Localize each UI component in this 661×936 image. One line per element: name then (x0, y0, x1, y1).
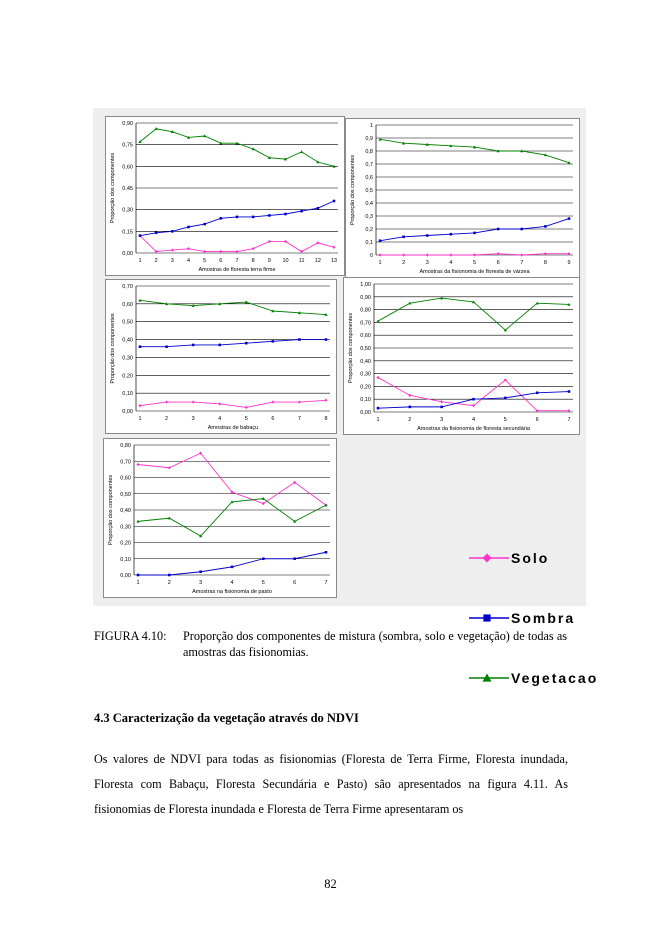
series-line-vegetacao (140, 300, 326, 314)
series-line-solo (140, 236, 334, 252)
y-tick-label: 0,60 (122, 164, 133, 171)
y-tick-label: 0,4 (365, 201, 373, 207)
x-tick-label: 3 (191, 416, 195, 422)
caption-label: FIGURA 4.10: (94, 629, 167, 643)
x-tick-label: 4 (218, 416, 222, 422)
y-axis-label: Proporção dos componentes (108, 474, 114, 546)
caption-text: Proporção dos componentes de mistura (sombra, solo e vegetação) de todas as amostras das fisionomias. (183, 629, 567, 659)
data-point-sombra (520, 228, 523, 231)
y-tick-label: 0,6 (365, 175, 373, 181)
x-tick-label: 5 (472, 260, 477, 266)
y-tick-label: 0,70 (360, 320, 371, 327)
data-point-solo (168, 466, 171, 469)
x-tick-label: 3 (170, 258, 174, 264)
series-line-sombra (380, 219, 569, 241)
y-tick-label: 0,50 (122, 319, 133, 326)
data-point-sombra (155, 231, 158, 234)
y-tick-label: 0,50 (120, 491, 131, 498)
data-point-solo (203, 250, 206, 253)
x-tick-label: 7 (324, 580, 328, 586)
data-point-solo (298, 400, 301, 403)
data-point-sombra (262, 557, 265, 560)
data-point-solo (449, 253, 452, 256)
y-tick-label: 1 (369, 123, 373, 129)
x-axis-label: Amostras de floresta terra firme (198, 267, 276, 273)
x-tick-label: 6 (496, 260, 500, 266)
series-line-vegetacao (138, 499, 326, 536)
y-tick-label: 0,90 (122, 121, 133, 127)
y-tick-label: 0,30 (120, 524, 131, 531)
x-tick-label: 1 (138, 258, 142, 264)
x-tick-label: 5 (203, 258, 207, 264)
y-tick-label: 0,90 (360, 294, 371, 301)
data-point-sombra (236, 216, 239, 219)
legend-label: Vegetacao (511, 670, 599, 686)
x-tick-label: 6 (535, 417, 539, 423)
y-tick-label: 0,30 (122, 207, 133, 214)
x-tick-label: 7 (235, 258, 239, 264)
data-point-sombra (192, 344, 195, 347)
data-point-sombra (504, 397, 507, 400)
y-tick-label: 0,1 (365, 240, 373, 246)
y-tick-label: 0,40 (360, 358, 371, 365)
series-line-sombra (138, 552, 326, 575)
data-point-solo (192, 400, 195, 403)
data-point-sombra (544, 225, 547, 228)
data-point-solo (324, 399, 327, 402)
data-point-solo (165, 400, 168, 403)
data-point-solo (271, 400, 274, 403)
x-tick-label: 3 (199, 580, 203, 586)
y-tick-label: 0,10 (360, 397, 371, 404)
data-point-sombra (203, 223, 206, 226)
data-point-sombra (333, 200, 336, 203)
data-point-sombra (268, 214, 271, 217)
legend-item-solo (469, 548, 661, 568)
data-point-sombra (325, 551, 328, 554)
y-tick-label: 0,80 (120, 443, 131, 449)
x-tick-label: 9 (267, 258, 271, 264)
x-tick-label: 8 (543, 260, 547, 266)
x-tick-label: 3 (425, 260, 429, 266)
x-axis-label: Amostras na fisionomia de pasto (192, 589, 272, 595)
data-point-sombra (325, 338, 328, 341)
y-tick-label: 0,40 (122, 337, 133, 344)
y-tick-label: 0,75 (122, 142, 133, 149)
data-point-sombra (199, 570, 202, 573)
x-tick-label: 2 (167, 580, 171, 586)
data-point-sombra (402, 236, 405, 239)
body-paragraph: Os valores de NDVI para todas as fisionomias (Floresta de Terra Firme, Floresta inundada, Floresta com Babaçu, Floresta Secundária e Pasto) são apresentados na figura 4.11. As fisionomias de Floresta inundada e Floresta de Terra Firme apresentaram os (94, 752, 568, 816)
x-tick-label: 6 (271, 416, 275, 422)
data-point-sombra (536, 392, 539, 395)
chart-svg (106, 280, 336, 433)
y-tick-label: 0,7 (365, 162, 373, 168)
series-line-solo (140, 400, 326, 407)
chart-pasto (103, 438, 337, 598)
data-point-sombra (426, 234, 429, 237)
x-tick-label: 1 (136, 580, 140, 586)
x-tick-label: 13 (330, 258, 338, 264)
x-tick-label: 5 (261, 580, 265, 586)
data-point-sombra (440, 406, 443, 409)
legend-label: Sombra (511, 610, 576, 626)
x-tick-label: 7 (520, 260, 524, 266)
x-tick-label: 6 (219, 258, 223, 264)
y-tick-label: 0,20 (120, 540, 131, 547)
data-point-solo (378, 253, 381, 256)
data-point-solo (520, 253, 523, 256)
page-number: 82 (324, 877, 337, 891)
data-point-solo (218, 402, 221, 405)
y-tick-label: 0,60 (120, 475, 131, 482)
chart-svg (104, 439, 336, 597)
square-icon (469, 608, 513, 628)
y-tick-label: 0 (369, 253, 373, 259)
x-tick-label: 12 (314, 258, 321, 264)
data-point-sombra (298, 338, 301, 341)
x-tick-label: 7 (567, 417, 571, 423)
data-point-sombra (165, 345, 168, 348)
legend-item-vegetacao (469, 668, 661, 688)
x-axis-label: Amostras da fisionomia de floresta secundária (417, 426, 530, 432)
y-axis-label: Proporção dos componentes (348, 312, 354, 384)
data-point-solo (402, 253, 405, 256)
data-point-solo (136, 463, 139, 466)
y-tick-label: 0,50 (360, 346, 371, 352)
x-tick-label: 2 (165, 416, 169, 422)
x-tick-label: 4 (230, 580, 234, 586)
data-point-sombra (409, 406, 412, 409)
x-axis-label: Amostras da fisionomia de floresta de várzea (419, 269, 530, 275)
y-tick-label: 0,10 (122, 391, 133, 398)
x-tick-label: 7 (297, 416, 301, 422)
y-tick-label: 0,60 (122, 301, 133, 308)
x-tick-label: 2 (408, 417, 412, 423)
y-tick-label: 0,30 (122, 355, 133, 362)
data-point-sombra (171, 230, 174, 233)
x-tick-label: 4 (186, 258, 191, 264)
series-line-sombra (140, 201, 334, 236)
y-tick-label: 0,60 (360, 333, 371, 340)
data-point-sombra (293, 557, 296, 560)
y-tick-label: 0,40 (120, 508, 131, 514)
y-tick-label: 0,2 (365, 227, 373, 233)
y-tick-label: 0,45 (122, 186, 133, 192)
y-tick-label: 0,70 (122, 284, 133, 290)
data-point-solo (268, 240, 271, 243)
data-point-solo (440, 400, 443, 403)
data-point-solo (426, 253, 429, 256)
legend-label: Solo (511, 550, 550, 566)
y-axis-label: Proporção dos componentes (110, 313, 116, 384)
data-point-sombra (379, 239, 382, 242)
data-point-solo (316, 241, 319, 244)
data-point-sombra (450, 233, 453, 236)
y-tick-label: 0,15 (122, 229, 133, 236)
y-tick-label: 0,00 (122, 409, 133, 415)
chart-svg (346, 119, 579, 277)
data-point-sombra (568, 217, 571, 220)
data-point-sombra (568, 390, 571, 393)
y-tick-label: 0,00 (120, 573, 131, 579)
data-point-solo (187, 247, 190, 250)
x-tick-label: 9 (567, 260, 571, 266)
legend-marker (483, 614, 490, 621)
section-heading: 4.3 Caracterização da vegetação através do NDVI (94, 711, 359, 725)
data-point-sombra (497, 228, 500, 231)
x-tick-label: 6 (293, 580, 297, 586)
data-point-solo (473, 253, 476, 256)
x-tick-label: 3 (440, 417, 444, 423)
triangle-icon (469, 668, 513, 688)
x-tick-label: 8 (251, 258, 255, 264)
series-line-sombra (140, 340, 326, 347)
data-point-vegetacao (300, 150, 303, 153)
x-tick-label: 8 (324, 416, 328, 422)
series-line-solo (138, 453, 326, 505)
data-point-sombra (245, 342, 248, 345)
x-tick-label: 2 (154, 258, 158, 264)
y-axis-label: Proporção dos componentes (350, 154, 356, 226)
data-point-sombra (187, 226, 190, 229)
data-point-sombra (137, 574, 140, 577)
legend-item-sombra (469, 608, 661, 628)
y-tick-label: 0,00 (122, 251, 133, 257)
x-tick-label: 1 (378, 260, 382, 266)
data-point-sombra (473, 232, 476, 235)
y-tick-label: 0,10 (120, 556, 131, 563)
y-tick-label: 0,5 (365, 188, 373, 194)
x-tick-label: 5 (244, 416, 248, 422)
x-tick-label: 10 (282, 258, 289, 264)
chart-babacu (105, 279, 337, 434)
data-point-solo (138, 404, 141, 407)
data-point-sombra (300, 210, 303, 213)
y-tick-label: 0,3 (365, 214, 373, 220)
data-point-sombra (139, 345, 142, 348)
data-point-sombra (168, 574, 171, 577)
data-point-sombra (231, 566, 234, 569)
x-axis-label: Amostras de babaçu (207, 425, 259, 431)
chart-svg (344, 278, 579, 434)
x-tick-label: 1 (376, 417, 380, 423)
x-tick-label: 4 (471, 417, 476, 423)
x-tick-label: 5 (503, 417, 507, 423)
y-tick-label: 0,70 (120, 459, 131, 466)
legend-marker (483, 554, 492, 563)
y-tick-label: 0,80 (360, 307, 371, 314)
y-tick-label: 1,00 (360, 282, 371, 288)
data-point-solo (245, 406, 248, 409)
diamond-icon (469, 548, 513, 568)
chart-terra-firme (105, 116, 345, 276)
data-point-sombra (317, 207, 320, 210)
series-line-vegetacao (140, 129, 334, 167)
data-point-sombra (377, 407, 380, 410)
data-point-sombra (218, 344, 221, 347)
data-point-sombra (139, 234, 142, 237)
data-point-solo (332, 246, 335, 249)
data-point-sombra (472, 398, 475, 401)
x-tick-label: 2 (402, 260, 406, 266)
data-point-solo (252, 247, 255, 250)
y-tick-label: 0,20 (122, 373, 133, 380)
data-point-solo (219, 250, 222, 253)
chart-legend (469, 548, 661, 698)
data-point-sombra (252, 216, 255, 219)
data-point-solo (235, 250, 238, 253)
y-tick-label: 0,9 (365, 136, 373, 142)
y-tick-label: 0,20 (360, 384, 371, 391)
chart-svg (106, 117, 344, 275)
x-tick-label: 1 (138, 416, 142, 422)
chart-floresta-secundaria (343, 277, 580, 435)
x-tick-label: 11 (298, 258, 305, 264)
y-axis-label: Proporção dos componentes (110, 152, 116, 224)
y-tick-label: 0,30 (360, 371, 371, 378)
data-point-solo (171, 249, 174, 252)
y-tick-label: 0,8 (365, 149, 373, 155)
y-tick-label: 0,00 (360, 410, 371, 416)
data-point-sombra (220, 217, 223, 220)
chart-varzea (345, 118, 580, 278)
x-tick-label: 4 (449, 260, 453, 266)
data-point-sombra (284, 213, 287, 216)
data-point-sombra (272, 340, 275, 343)
